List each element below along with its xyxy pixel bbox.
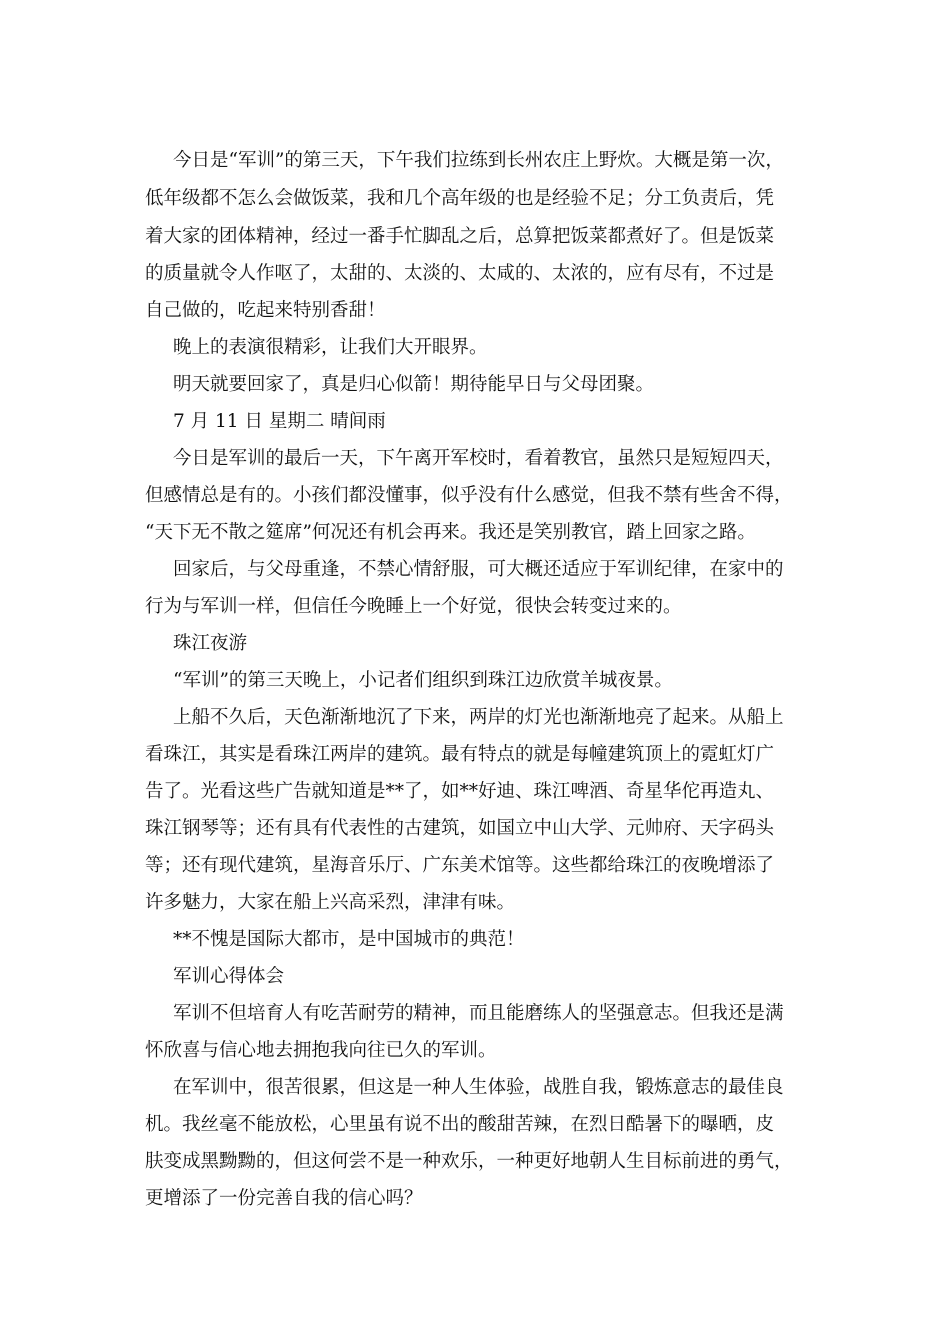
text-line: “军训”的第三天晚上，小记者们组织到珠江边欣赏羊城夜景。 <box>173 670 673 691</box>
text-line: 今日是“军训”的第三天，下午我们拉练到长州农庄上野炊。大概是第一次， <box>173 150 784 171</box>
text-line: 自己做的，吃起来特别香甜！ <box>145 300 386 321</box>
text-line: 的质量就令人作呕了，太甜的、太淡的、太咸的、太浓的，应有尽有，不过是 <box>145 263 775 284</box>
text-line: 看珠江，其实是看珠江两岸的建筑。最有特点的就是每幢建筑顶上的霓虹灯广 <box>145 744 775 765</box>
text-line: 上船不久后，天色渐渐地沉了下来，两岸的灯光也渐渐地亮了起来。从船上 <box>173 707 784 728</box>
date-heading: 7 月 11 日 星期二 晴间雨 <box>173 411 386 432</box>
section-title: 珠江夜游 <box>173 633 248 654</box>
text-line: 在军训中，很苦很累，但这是一种人生体验，战胜自我，锻炼意志的最佳良 <box>173 1077 784 1098</box>
text-line: 今日是军训的最后一天，下午离开军校时，看着教官，虽然只是短短四天， <box>173 448 784 469</box>
text-line: 回家后，与父母重逢，不禁心情舒服，可大概还适应于军训纪律，在家中的 <box>173 559 784 580</box>
section-title: 军训心得体会 <box>173 966 285 987</box>
text-line: 更增添了一份完善自我的信心吗？ <box>145 1188 423 1209</box>
text-line: 军训不但培育人有吃苦耐劳的精神，而且能磨练人的坚强意志。但我还是满 <box>173 1003 784 1024</box>
text-line: 许多魅力，大家在船上兴高采烈，津津有味。 <box>145 892 516 913</box>
text-line: 着大家的团体精神，经过一番手忙脚乱之后，总算把饭菜都煮好了。但是饭菜 <box>145 226 775 247</box>
text-line: 肤变成黑黝黝的，但这何尝不是一种欢乐，一种更好地朝人生目标前进的勇气， <box>145 1151 793 1172</box>
text-line: 等；还有现代建筑，星海音乐厅、广东美术馆等。这些都给珠江的夜晚增添了 <box>145 855 775 876</box>
text-line: 低年级都不怎么会做饭菜，我和几个高年级的也是经验不足；分工负责后，凭 <box>145 188 775 209</box>
text-line: 怀欣喜与信心地去拥抱我向往已久的军训。 <box>145 1040 497 1061</box>
text-line: “天下无不散之筵席”何况还有机会再来。我还是笑别教官，踏上回家之路。 <box>145 522 756 543</box>
text-line: 明天就要回家了，真是归心似箭！期待能早日与父母团聚。 <box>173 374 655 395</box>
text-line: 但感情总是有的。小孩们都没懂事，似乎没有什么感觉，但我不禁有些舍不得， <box>145 485 793 506</box>
text-line: 晚上的表演很精彩，让我们大开眼界。 <box>173 337 488 358</box>
text-line: 珠江钢琴等；还有具有代表性的古建筑，如国立中山大学、元帅府、天字码头 <box>145 818 775 839</box>
text-line: **不愧是国际大都市，是中国城市的典范！ <box>173 929 525 950</box>
text-line: 机。我丝毫不能放松，心里虽有说不出的酸甜苦辣，在烈日酷暑下的曝晒，皮 <box>145 1114 775 1135</box>
text-line: 告了。光看这些广告就知道是**了，如**好迪、珠江啤酒、奇星华佗再造丸、 <box>145 781 775 802</box>
text-line: 行为与军训一样，但信任今晚睡上一个好觉，很快会转变过来的。 <box>145 596 682 617</box>
